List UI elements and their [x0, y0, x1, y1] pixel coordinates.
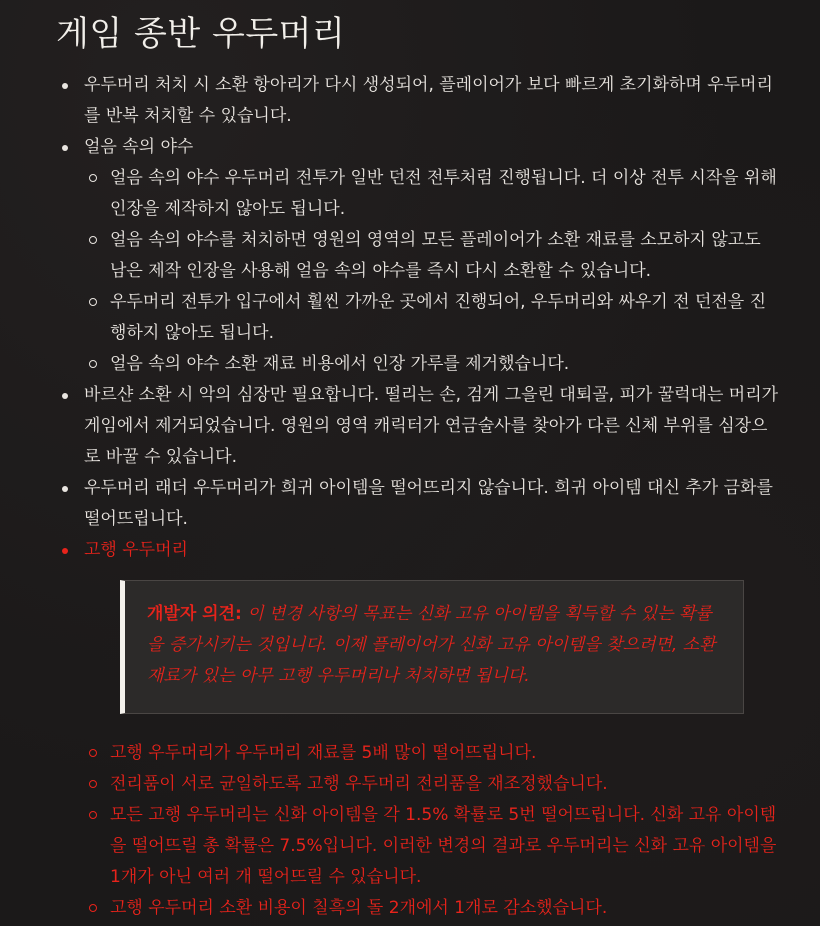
torment-sub-list [84, 738, 784, 924]
developer-note-body: 이 변경 사항의 목표는 신화 고유 아이템을 획득할 수 있는 확률을 증가시키는 것입니다. 이제 플레이어가 신화 고유 아이템을 찾으려면, 소환 재료가 있는 아무 고행 우두머리나 처치하면 됩니다. [147, 604, 716, 686]
sub-list-item: 얼음 속의 야수 우두머리 전투가 일반 던전 전투처럼 진행됩니다. 더 이상 전투 시작을 위해 인장을 제작하지 않아도 됩니다. [84, 163, 780, 225]
list-item-label: 얼음 속의 야수 [84, 137, 194, 157]
sub-list-item: 우두머리 전투가 입구에서 훨씬 가까운 곳에서 진행되어, 우두머리와 싸우기 전 던전을 진행하지 않아도 됩니다. [84, 287, 780, 349]
main-bullet-list [0, 70, 820, 566]
sub-list-item: 모든 고행 우두머리는 신화 아이템을 각 1.5% 확률로 5번 떨어뜨립니다. 신화 고유 아이템을 떨어뜨릴 총 확률은 7.5%입니다. 이러한 변경의 결과로 우두머리는 신화 고유 아이템을 1개가 아닌 여러 개 떨어뜨릴 수 있습니다. [84, 800, 784, 893]
sub-bullet-list [84, 163, 780, 380]
sub-list-item: 얼음 속의 야수를 처치하면 영원의 영역의 모든 플레이어가 소환 재료를 소모하지 않고도 남은 제작 인장을 사용해 얼음 속의 야수를 즉시 다시 소환할 수 있습니다. [84, 225, 780, 287]
sub-list-item: 전리품이 서로 균일하도록 고행 우두머리 전리품을 재조정했습니다. [84, 769, 784, 800]
page-title: 게임 종반 우두머리 [56, 14, 346, 54]
sub-list-item: 얼음 속의 야수 소환 재료 비용에서 인장 가루를 제거했습니다. [84, 349, 780, 380]
developer-note-box [120, 580, 744, 714]
list-item: 우두머리 처치 시 소환 항아리가 다시 생성되어, 플레이어가 보다 빠르게 초기화하며 우두머리를 반복 처치할 수 있습니다. [0, 70, 820, 132]
developer-note-label: 개발자 의견: [147, 604, 242, 624]
sub-list-item: 고행 우두머리 소환 비용이 칠흑의 돌 2개에서 1개로 감소했습니다. [84, 893, 784, 924]
developer-note-text [147, 599, 719, 692]
list-item-torment-bosses: 고행 우두머리 [0, 535, 820, 566]
list-item [0, 132, 820, 380]
list-item: 바르샨 소환 시 악의 심장만 필요합니다. 떨리는 손, 검게 그을린 대퇴골, 피가 꿀럭대는 머리가 게임에서 제거되었습니다. 영원의 영역 캐릭터가 연금술사를 찾아가 다른 신체 부위를 심장으로 바꿀 수 있습니다. [0, 380, 820, 473]
patch-notes-content [0, 70, 820, 566]
sub-list-item: 고행 우두머리가 우두머리 재료를 5배 많이 떨어뜨립니다. [84, 738, 784, 769]
list-item: 우두머리 래더 우두머리가 희귀 아이템을 떨어뜨리지 않습니다. 희귀 아이템 대신 추가 금화를 떨어뜨립니다. [0, 473, 820, 535]
